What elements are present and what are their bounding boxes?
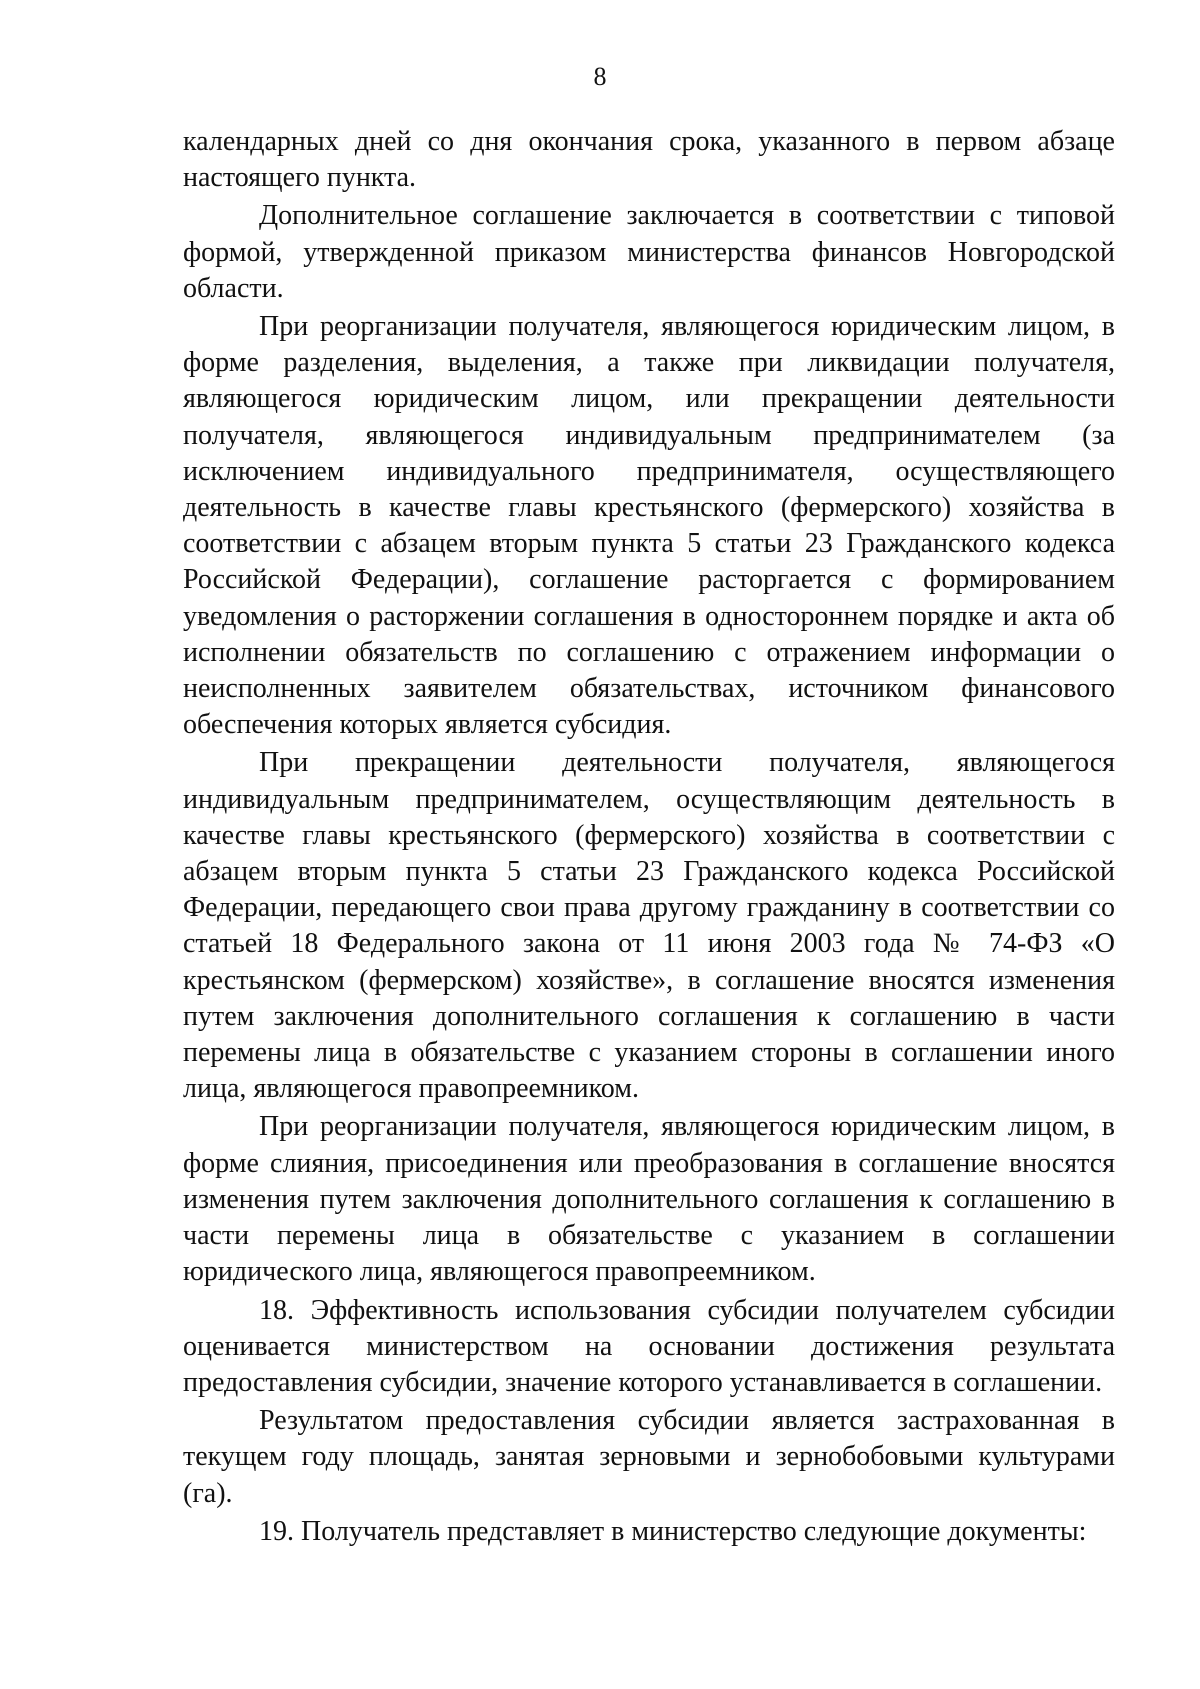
paragraph-additional-agreement: Дополнительное соглашение заключается в соответствии с типовой формой, утвержденной приказом министерства финансов Новгородской области.	[183, 200, 1115, 304]
paragraph-continuation: календарных дней со дня окончания срока, указанного в первом абзаце настоящего пункта.	[183, 126, 1115, 194]
paragraph-reorganization-merger: При реорганизации получателя, являющегося юридическим лицом, в форме слияния, присоединения или преобразования в соглашение вносятся изменения путем заключения дополнительного соглашения к соглашению в части перемены лица в обязательстве с указанием в соглашении юридического лица, являющегося правопреемником.	[183, 1111, 1115, 1288]
page-number: 8	[593, 62, 607, 91]
paragraph-result: Результатом предоставления субсидии является застрахованная в текущем году площадь, занятая зерновыми и зернобобовыми культурами (га).	[183, 1405, 1115, 1509]
paragraph-item-18: 18. Эффективность использования субсидии получателем субсидии оценивается министерством на основании достижения результата предоставления субсидии, значение которого устанавливается в соглашении.	[183, 1294, 1115, 1398]
document-body	[183, 124, 1115, 1550]
paragraph-reorganization-separation: При реорганизации получателя, являющегося юридическим лицом, в форме разделения, выделения, а также при ликвидации получателя, являющегося юридическим лицом, или прекращении деятельности получателя, являющегося индивидуальным предпринимателем (за исключением индивидуального предпринимателя, осуществляющего деятельность в качестве главы крестьянского (фермерского) хозяйства в соответствии с абзацем вторым пункта 5 статьи 23 Гражданского кодекса Российской Федерации), соглашение расторгается с формированием уведомления о расторжении соглашения в одностороннем порядке и акта об исполнении обязательств по соглашению с отражением информации о неисполненных заявителем обязательствах, источником финансового обеспечения которых является субсидия.	[183, 311, 1115, 741]
paragraph-item-19: 19. Получатель представляет в министерство следующие документы:	[259, 1515, 1087, 1547]
paragraph-termination-entrepreneur: При прекращении деятельности получателя, являющегося индивидуальным предпринимателем, осуществляющим деятельность в качестве главы крестьянского (фермерского) хозяйства в соответствии с абзацем вторым пункта 5 статьи 23 Гражданского кодекса Российской Федерации, передающего свои права другому гражданину в соответствии со статьей 18 Федерального закона от 11 июня 2003 года № 74-ФЗ «О крестьянском (фермерском) хозяйстве», в соглашение вносятся изменения путем заключения дополнительного соглашения к соглашению в части перемены лица в обязательстве с указанием стороны в соглашении иного лица, являющегося правопреемником.	[183, 747, 1115, 1105]
